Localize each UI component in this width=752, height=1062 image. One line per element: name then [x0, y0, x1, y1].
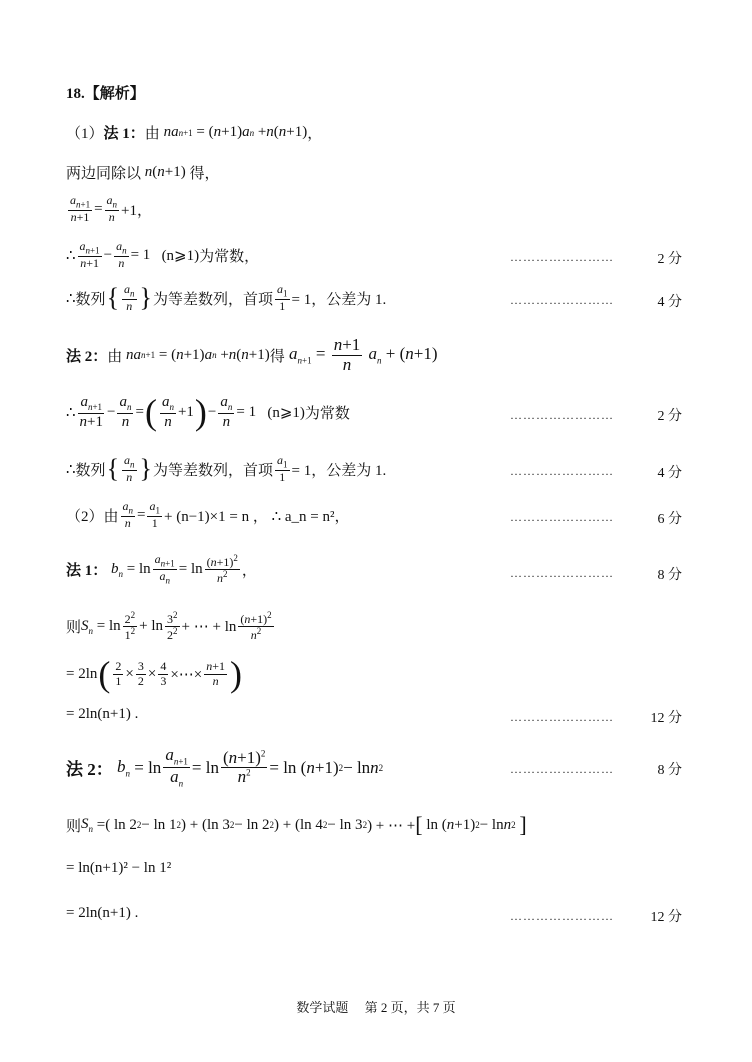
score-5: 6 分	[657, 512, 682, 527]
score-1: 2 分	[657, 252, 682, 267]
seq-text: 数列	[75, 291, 106, 308]
diff-line-1: ∴ $\frac{a_{n+1}}{n+1}$ − $\frac{a_n}{n}$ = 1 (n⩾1) 为常数，	[66, 239, 260, 271]
colon: ：	[95, 760, 113, 780]
divide-line: 两边同除以 n ( n +1) 得，	[66, 164, 220, 182]
method2-label: 法 2	[66, 348, 93, 365]
seq-eq1-text: = 1，公差为 1.	[291, 291, 387, 308]
dots: ……………………	[510, 710, 614, 724]
condition: (n⩾1)	[161, 247, 200, 264]
de-text: 得，	[189, 166, 220, 182]
is-const-text: 为常数，	[199, 248, 260, 265]
sn-line-1: 则 $S_n$ = ln $\frac{2^2}{1^2}$ + ln $\frac{3^2}{2^2}$ + ⋯ + ln $\frac{(n+1)^2}{n^2}$	[66, 610, 272, 643]
seq-arith-text: 为等差数列，首项	[153, 462, 274, 479]
colon: ：	[92, 348, 108, 365]
dots: ……………………	[510, 408, 614, 422]
method1-label: 法 1	[103, 126, 130, 142]
bn-line-2: 法 2 ： $b_n$ = ln $\frac{a_{n+1}}{a_n}$ = ln $\frac{(n+1)^2}{n^2}$ = ln ( n +1) 2 − ln n 2	[66, 745, 384, 789]
therefore-symbol: ∴	[66, 461, 76, 478]
score-9: 12 分	[650, 910, 682, 925]
therefore-symbol: ∴	[66, 404, 76, 421]
bn-line-1: 法 1 ： $b_n$ = ln $\frac{a_{n+1}}{a_n}$ = ln $\frac{(n+1)^2}{n^2}$ ，	[66, 552, 257, 586]
eq-frac-line: $\frac{a_{n+1}}{n+1}$ = $\frac{a_n}{n}$ +1，	[70, 193, 153, 225]
result-line-2: = 2ln(n+1) .	[66, 905, 139, 921]
dots: ……………………	[510, 909, 614, 923]
part2-mid: + (n−1)×1 = n ，	[163, 508, 268, 525]
eq-one: = 1	[130, 246, 151, 263]
therefore-symbol: ∴	[66, 247, 76, 264]
condition: (n⩾1)	[267, 404, 305, 421]
part2-label: （2）由	[66, 508, 119, 525]
problem-title: 18.【解析】	[66, 86, 145, 102]
score-3: 2 分	[657, 409, 682, 424]
dots: ……………………	[510, 762, 614, 776]
divide-text: 两边同除以	[66, 166, 142, 182]
dots: ……………………	[510, 510, 614, 524]
seq-arith-text: 为等差数列，首项	[153, 291, 274, 308]
sn-line-2: 则 $S_n$ =( ln 2 2 − ln 1 2 ) + (ln 3 2 − ln 2 2 ) + (ln 4 2 − ln 3 2 ) + ⋯ + [ ln ( n +1) 2 − ln n 2 ]	[66, 812, 527, 837]
ze-text: 则	[66, 620, 82, 637]
method1-label: 法 1	[66, 563, 93, 580]
dots: ……………………	[510, 464, 614, 478]
page-footer: 数学试题 第 2 页，共 7 页	[296, 1000, 456, 1015]
you-text: 由	[107, 348, 123, 365]
part1-label: （1）	[66, 126, 104, 142]
seq-text: 数列	[75, 462, 106, 479]
method2-label: 法 2	[66, 760, 96, 780]
method2-line: 法 2 ： 由 na n+1 = ( n +1) a n + n ( n +1) 得 $a_{n+1}$ = $\frac{n+1}{n}$ $a_n + (n+1)$	[66, 335, 438, 374]
score-6: 8 分	[657, 568, 682, 583]
dots: ……………………	[510, 566, 614, 580]
seq-line-1: ∴ 数列 { $\frac{a_n}{n}$ } 为等差数列，首项 $\frac{a_1}{1}$ = 1，公差为 1.	[66, 282, 387, 314]
product-line: = 2ln ( $\frac{2}{1}$ × $\frac{3}{2}$ × $\frac{4}{3}$ ×⋯× $\frac{n+1}{n}$ )	[66, 654, 243, 694]
score-4: 4 分	[657, 466, 682, 481]
de-text: 得	[269, 348, 285, 365]
is-const-text: 为常数	[304, 405, 350, 422]
seq-eq1-text: = 1，公差为 1.	[291, 462, 387, 479]
colon: ：	[92, 563, 108, 580]
dots: ……………………	[510, 250, 614, 264]
part1-method1-line: （1） 法 1 ： 由 na n+1 = ( n +1) a n + n ( n +1) ，	[66, 124, 323, 142]
score-7: 12 分	[650, 711, 682, 726]
seq-line-2: ∴ 数列 { $\frac{a_n}{n}$ } 为等差数列，首项 $\frac{a_1}{1}$ = 1，公差为 1.	[66, 453, 387, 485]
diff-line-2: ∴ $\frac{a_{n+1}}{n+1}$ − $\frac{a_n}{n}$ = ( $\frac{a_n}{n}$ +1 ) − $\frac{a_n}{n}$ = 1 (n⩾1) 为常数	[66, 392, 350, 433]
therefore-symbol: ∴	[66, 290, 76, 307]
you-text: 由	[144, 126, 160, 142]
score-2: 4 分	[657, 295, 682, 310]
ln-diff-line: = ln(n+1)² − ln 1²	[66, 860, 172, 876]
result-line-1: = 2ln(n+1) .	[66, 706, 139, 722]
dots: ……………………	[510, 293, 614, 307]
comma: ，	[307, 126, 323, 142]
colon: ：	[129, 126, 145, 142]
ze-text: 则	[66, 818, 82, 835]
score-8: 8 分	[657, 763, 682, 778]
part2-result: ∴ a_n = n²，	[271, 508, 350, 525]
part2-line: （2）由 $\frac{a_n}{n}$ = $\frac{a_1}{1}$ + (n−1)×1 = n ， ∴ a_n = n²，	[66, 499, 350, 531]
